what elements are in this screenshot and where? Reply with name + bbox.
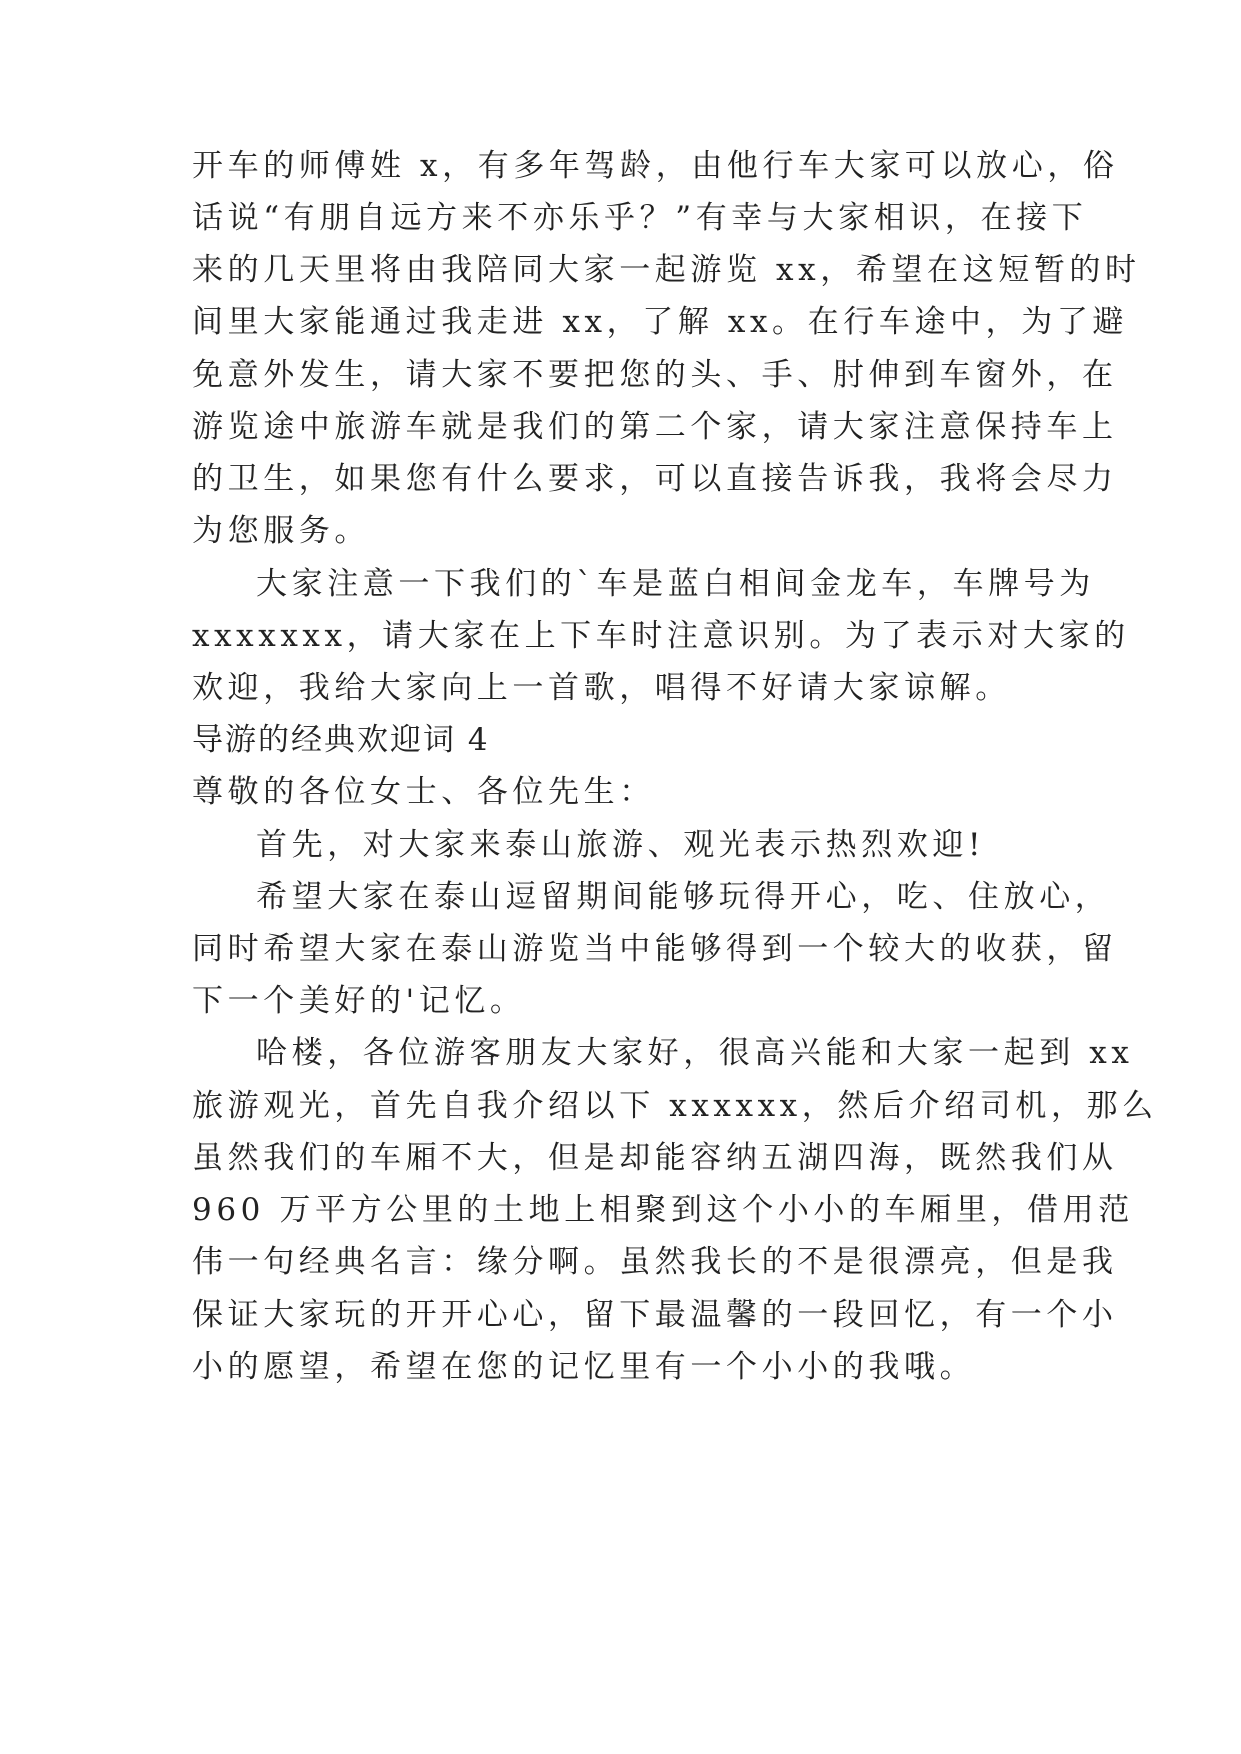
paragraph-line: 大家注意一下我们的`车是蓝白相间金龙车，车牌号为 xyxy=(256,566,1095,602)
paragraph-line: 虽然我们的车厢不大，但是却能容纳五湖四海，既然我们从 xyxy=(192,1140,1118,1176)
paragraph-line: 为您服务。 xyxy=(192,513,370,549)
section-heading: 导游的经典欢迎词 4 xyxy=(192,722,490,758)
salutation-line: 尊敬的各位女士、各位先生： xyxy=(192,774,655,810)
paragraph-line: 哈楼，各位游客朋友大家好，很高兴能和大家一起到 xx xyxy=(256,1035,1134,1071)
paragraph-line: 保证大家玩的开开心心，留下最温馨的一段回忆，有一个小 xyxy=(192,1297,1118,1333)
paragraph-line: 伟一句经典名言：缘分啊。虽然我长的不是很漂亮，但是我 xyxy=(192,1244,1118,1280)
paragraph-line: 欢迎，我给大家向上一首歌，唱得不好请大家谅解。 xyxy=(192,670,1011,706)
paragraph-line: 旅游观光，首先自我介绍以下 xxxxxx，然后介绍司机，那么 xyxy=(192,1088,1158,1124)
paragraph-line: 希望大家在泰山逗留期间能够玩得开心，吃、住放心， xyxy=(256,879,1111,915)
paragraph-line: 小的愿望，希望在您的记忆里有一个小小的我哦。 xyxy=(192,1349,976,1385)
paragraph-line: 首先，对大家来泰山旅游、观光表示热烈欢迎! xyxy=(256,827,986,863)
paragraph-line: 免意外发生，请大家不要把您的头、手、肘伸到车窗外，在 xyxy=(192,357,1118,393)
paragraph-line: 来的几天里将由我陪同大家一起游览 xx，希望在这短暂的时 xyxy=(192,252,1141,288)
paragraph-line: 话说“有朋自远方来不亦乐乎？”有幸与大家相识，在接下 xyxy=(192,200,1088,236)
paragraph-line: 下一个美好的'记忆。 xyxy=(192,983,526,1019)
paragraph-line: 开车的师傅姓 x，有多年驾龄，由他行车大家可以放心，俗 xyxy=(192,148,1119,184)
paragraph-line: 间里大家能通过我走进 xx，了解 xx。在行车途中，为了避 xyxy=(192,304,1129,340)
paragraph-line: 的卫生，如果您有什么要求，可以直接告诉我，我将会尽力 xyxy=(192,461,1118,497)
paragraph-line: 游览途中旅游车就是我们的第二个家，请大家注意保持车上 xyxy=(192,409,1118,445)
paragraph-line: xxxxxxx，请大家在上下车时注意识别。为了表示对大家的 xyxy=(192,618,1130,654)
paragraph-line: 960 万平方公里的土地上相聚到这个小小的车厢里，借用范 xyxy=(192,1192,1134,1228)
paragraph-line: 同时希望大家在泰山游览当中能够得到一个较大的收获，留 xyxy=(192,931,1118,967)
